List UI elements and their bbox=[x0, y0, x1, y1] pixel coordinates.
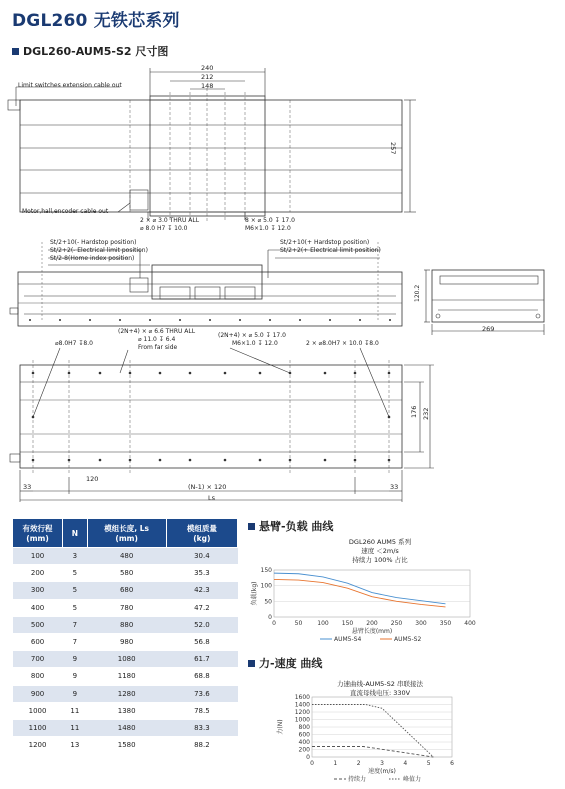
cell-mass: 83.3 bbox=[166, 719, 237, 736]
x-tick-label: 0 bbox=[310, 760, 314, 767]
elec-limit-plus-label: St/2+2(+ Electrical limit position) bbox=[280, 247, 381, 254]
y-tick-label: 50 bbox=[264, 598, 272, 606]
header-mass: 模组质量 (kg) bbox=[166, 519, 237, 548]
y-tick-label: 0 bbox=[268, 614, 272, 621]
cell-length: 1280 bbox=[87, 685, 166, 702]
series-line-0 bbox=[312, 747, 433, 758]
x-tick-label: 50 bbox=[294, 620, 303, 627]
x-tick-label: 150 bbox=[341, 620, 354, 627]
side-width-dim: 269 bbox=[482, 325, 495, 333]
force-section-header bbox=[248, 655, 322, 671]
dim-120: 120 bbox=[86, 475, 99, 483]
dim-176: 176 bbox=[410, 405, 418, 418]
cell-mass: 35.3 bbox=[166, 565, 237, 582]
cable-out-label: Limit switches extension cable out bbox=[18, 82, 122, 89]
section-bullet-icon bbox=[248, 523, 255, 530]
cell-n: 5 bbox=[63, 565, 87, 582]
cell-stroke: 400 bbox=[13, 599, 63, 616]
x-axis-label: 悬臂长度(mm) bbox=[351, 628, 393, 635]
y-tick-label: 400 bbox=[298, 739, 310, 746]
y-tick-label: 150 bbox=[260, 567, 272, 574]
x-tick-label: 350 bbox=[439, 620, 452, 627]
n4-thru-label: (2N+4) × ⌀ 6.6 THRU ALL bbox=[118, 328, 196, 335]
table-row bbox=[13, 702, 238, 719]
table-row bbox=[13, 651, 238, 668]
table-row bbox=[13, 616, 238, 633]
x-tick-label: 1 bbox=[333, 760, 338, 767]
home-index-label: St/2-8(Home index position) bbox=[50, 255, 135, 262]
legend-label: 持续力 bbox=[348, 776, 367, 783]
side-height-dim: 120.2 bbox=[414, 284, 421, 302]
header-length: 模组长度, Ls (mm) bbox=[87, 519, 166, 548]
chart1-subtitle-2: 持续力 100% 占比 bbox=[352, 556, 408, 564]
section-bullet-icon bbox=[12, 48, 19, 55]
pin-right-label: 2 × ⌀8.0H7 × 10.0 ↧8.0 bbox=[306, 340, 379, 347]
y-tick-label: 1200 bbox=[294, 709, 310, 716]
spec-table-header bbox=[13, 519, 238, 548]
cantilever-chart bbox=[248, 562, 488, 652]
cell-n: 3 bbox=[63, 548, 87, 565]
legend-label: AUM5-S4 bbox=[334, 636, 362, 643]
cell-length: 580 bbox=[87, 565, 166, 582]
cell-n: 11 bbox=[63, 702, 87, 719]
dim-33-right: 33 bbox=[390, 483, 399, 491]
cell-length: 780 bbox=[87, 599, 166, 616]
plot-area bbox=[274, 570, 470, 617]
table-row bbox=[13, 633, 238, 650]
bottom-view bbox=[10, 348, 434, 502]
y-tick-label: 800 bbox=[298, 724, 310, 731]
x-tick-label: 400 bbox=[464, 620, 476, 627]
drawing-section-header bbox=[12, 43, 168, 59]
table-row bbox=[13, 737, 238, 754]
cell-length: 1480 bbox=[87, 719, 166, 736]
cell-n: 5 bbox=[63, 599, 87, 616]
chart1-subtitle-1: 速度 ＜2m/s bbox=[361, 547, 399, 555]
from-far-side-label: From far side bbox=[138, 344, 178, 351]
cell-stroke: 800 bbox=[13, 668, 63, 685]
cell-stroke: 200 bbox=[13, 565, 63, 582]
hole-a-line1: 2 × ⌀ 3.0 THRU ALL bbox=[140, 217, 200, 224]
motor-cable-label: Motor,hall,encoder cable out bbox=[22, 208, 109, 215]
cell-length: 880 bbox=[87, 616, 166, 633]
dim-240: 240 bbox=[201, 64, 214, 72]
y-axis-label: 力(N) bbox=[277, 719, 284, 735]
force-speed-chart bbox=[270, 693, 470, 789]
top-view bbox=[8, 68, 416, 222]
dimension-drawing bbox=[0, 60, 565, 505]
series-line-1 bbox=[312, 705, 433, 758]
x-tick-label: 300 bbox=[415, 620, 427, 627]
series-line-1 bbox=[274, 579, 446, 607]
table-row bbox=[13, 685, 238, 702]
table-row bbox=[13, 582, 238, 599]
x-tick-label: 0 bbox=[272, 620, 276, 627]
hole-a-line2: ⌀ 8.0 H7 ↧ 10.0 bbox=[140, 225, 188, 232]
cell-stroke: 500 bbox=[13, 616, 63, 633]
x-tick-label: 250 bbox=[390, 620, 403, 627]
dim-257: 257 bbox=[389, 142, 397, 155]
y-tick-label: 1000 bbox=[294, 716, 310, 724]
dim-n1-120: (N-1) × 120 bbox=[188, 483, 227, 491]
dim-148: 148 bbox=[201, 82, 214, 90]
y-tick-label: 1400 bbox=[294, 701, 310, 709]
x-tick-label: 6 bbox=[450, 760, 454, 767]
cell-stroke: 600 bbox=[13, 633, 63, 650]
cell-n: 11 bbox=[63, 719, 87, 736]
cell-length: 1580 bbox=[87, 737, 166, 754]
x-tick-label: 100 bbox=[317, 620, 329, 627]
legend-label: 峰值力 bbox=[403, 776, 422, 783]
cell-stroke: 1100 bbox=[13, 719, 63, 736]
x-tick-label: 200 bbox=[366, 620, 378, 627]
cell-length: 980 bbox=[87, 633, 166, 650]
table-row bbox=[13, 548, 238, 565]
cell-mass: 30.4 bbox=[166, 548, 237, 565]
cell-mass: 61.7 bbox=[166, 651, 237, 668]
n4-cbore-label: ⌀ 11.0 ↧ 6.4 bbox=[138, 336, 176, 343]
n4-tap-line1: (2N+4) × ⌀ 5.0 ↧ 17.0 bbox=[218, 332, 286, 339]
cell-length: 1180 bbox=[87, 668, 166, 685]
table-row bbox=[13, 719, 238, 736]
cell-n: 7 bbox=[63, 616, 87, 633]
cell-stroke: 1000 bbox=[13, 702, 63, 719]
cell-mass: 88.2 bbox=[166, 737, 237, 754]
hardstop-plus-label: St/2+10(+ Hardstop position) bbox=[280, 239, 370, 246]
hole-b-line2: M6×1.0 ↧ 12.0 bbox=[245, 225, 291, 232]
spec-table-body bbox=[13, 548, 238, 754]
y-tick-label: 100 bbox=[260, 582, 272, 590]
cell-n: 13 bbox=[63, 737, 87, 754]
cell-stroke: 900 bbox=[13, 685, 63, 702]
y-tick-label: 600 bbox=[298, 731, 310, 739]
cell-n: 7 bbox=[63, 633, 87, 650]
cell-n: 9 bbox=[63, 668, 87, 685]
cell-mass: 56.8 bbox=[166, 633, 237, 650]
cell-mass: 42.3 bbox=[166, 582, 237, 599]
cantilever-section-header bbox=[248, 518, 333, 534]
legend-label: AUM5-S2 bbox=[394, 636, 422, 643]
cell-mass: 52.0 bbox=[166, 616, 237, 633]
cell-mass: 78.5 bbox=[166, 702, 237, 719]
dim-33-left: 33 bbox=[23, 483, 32, 491]
hardstop-minus-label: St/2+10(- Hardstop position) bbox=[50, 239, 137, 246]
dim-232: 232 bbox=[422, 407, 430, 420]
table-row bbox=[13, 565, 238, 582]
chart2-subtitle-1: 直流母线电压: 330V bbox=[349, 689, 411, 697]
dim-ls: Ls bbox=[208, 494, 216, 502]
cell-n: 9 bbox=[63, 651, 87, 668]
section-bullet-icon bbox=[248, 660, 255, 667]
y-tick-label: 0 bbox=[306, 754, 310, 761]
cell-stroke: 300 bbox=[13, 582, 63, 599]
x-axis-label: 速度(m/s) bbox=[368, 768, 396, 775]
table-row bbox=[13, 599, 238, 616]
cell-length: 680 bbox=[87, 582, 166, 599]
x-tick-label: 5 bbox=[426, 760, 431, 767]
header-n: N bbox=[63, 519, 87, 548]
table-row bbox=[13, 668, 238, 685]
cell-mass: 73.6 bbox=[166, 685, 237, 702]
cell-length: 1380 bbox=[87, 702, 166, 719]
y-axis-label: 负载(kg) bbox=[251, 581, 258, 606]
cell-stroke: 700 bbox=[13, 651, 63, 668]
cell-length: 1080 bbox=[87, 651, 166, 668]
dim-212: 212 bbox=[201, 73, 214, 81]
x-tick-label: 2 bbox=[356, 760, 361, 767]
cell-n: 5 bbox=[63, 582, 87, 599]
cell-mass: 68.8 bbox=[166, 668, 237, 685]
cell-mass: 47.2 bbox=[166, 599, 237, 616]
cantilever-section-title: 悬臂-负载 曲线 bbox=[259, 520, 334, 533]
pin-left-label: ⌀8.0H7 ↧8.0 bbox=[55, 340, 93, 347]
force-section-title: 力-速度 曲线 bbox=[259, 657, 323, 670]
page-title: DGL260 无铁芯系列 bbox=[12, 11, 180, 31]
hole-b-line1: 8 × ⌀ 5.0 ↧ 17.0 bbox=[245, 217, 295, 224]
y-tick-label: 1600 bbox=[294, 694, 310, 701]
cell-length: 480 bbox=[87, 548, 166, 565]
series-line-0 bbox=[274, 573, 446, 604]
cell-stroke: 1200 bbox=[13, 737, 63, 754]
x-tick-label: 4 bbox=[403, 760, 408, 767]
spec-table bbox=[12, 518, 238, 754]
drawing-section-title: DGL260-AUM5-S2 尺寸图 bbox=[23, 45, 169, 58]
chart1-title: DGL260 AUM5 系列 bbox=[348, 538, 412, 546]
cell-n: 9 bbox=[63, 685, 87, 702]
y-tick-label: 200 bbox=[298, 746, 310, 754]
chart2-title: 力速曲线-AUM5-S2 串联接法 bbox=[337, 680, 423, 688]
x-tick-label: 3 bbox=[380, 760, 384, 767]
cell-stroke: 100 bbox=[13, 548, 63, 565]
header-stroke: 有效行程 (mm) bbox=[13, 519, 63, 548]
elec-limit-minus-label: St/2+2(- Electrical limit position) bbox=[50, 247, 148, 254]
n4-tap-line2: M6×1.0 ↧ 12.0 bbox=[232, 340, 278, 347]
